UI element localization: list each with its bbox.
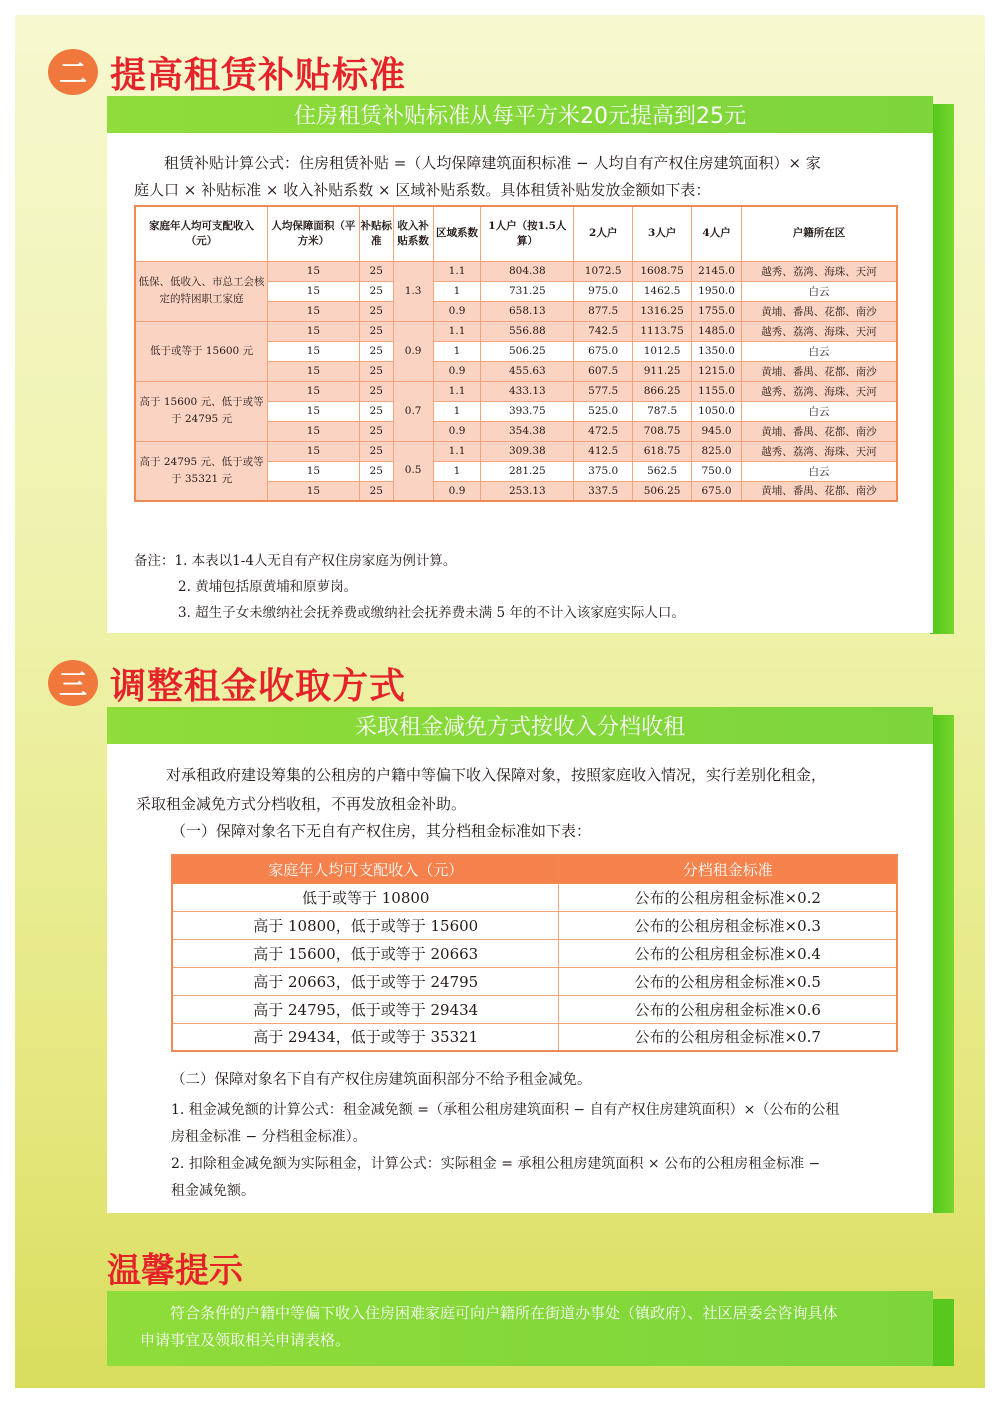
table-header-row — [172, 855, 897, 883]
section2-number-badge: 二 — [48, 49, 98, 95]
cell-2-person: 607.5 — [574, 361, 633, 381]
section3-intro-line2: 采取租金减免方式分档收租，不再发放租金补助。 — [136, 795, 467, 813]
cell-income-coef: 0.7 — [393, 381, 433, 441]
cell-area: 15 — [268, 321, 360, 341]
cell-4-person: 1350.0 — [692, 341, 742, 361]
note-1: 备注：1. 本表以1-4人无自有产权住房家庭为例计算。 — [134, 553, 457, 569]
header-income: 家庭年人均可支配收入（元） — [135, 206, 268, 261]
income-group-label: 低保、低收入、市总工会核定的特困职工家庭 — [135, 261, 268, 321]
cell-area: 15 — [268, 481, 360, 501]
cell-4-person: 945.0 — [692, 421, 742, 441]
cell-1-person: 556.88 — [481, 321, 574, 341]
cell-3-person: 866.25 — [633, 381, 692, 401]
cell-4-person: 1485.0 — [692, 321, 742, 341]
header-rent-standard: 分档租金标准 — [559, 855, 897, 883]
rent-tier-table — [171, 854, 898, 1052]
table-row — [135, 381, 897, 401]
header-3-person: 3人户 — [633, 206, 692, 261]
cell-standard: 25 — [359, 321, 393, 341]
cell-3-person: 911.25 — [633, 361, 692, 381]
table-row — [135, 261, 897, 281]
cell-2-person: 1072.5 — [574, 261, 633, 281]
cell-1-person: 393.75 — [481, 401, 574, 421]
tips-box-edge — [930, 1299, 954, 1366]
cell-income-range: 高于 10800，低于或等于 15600 — [172, 911, 559, 939]
cell-region-coef: 0.9 — [433, 301, 481, 321]
cell-standard: 25 — [359, 281, 393, 301]
cell-4-person: 750.0 — [692, 461, 742, 481]
cell-income-range: 高于 29434，低于或等于 35321 — [172, 1023, 559, 1051]
cell-3-person: 1316.25 — [633, 301, 692, 321]
note-3: 3. 超生子女未缴纳社会抚养费或缴纳社会抚养费未满 5 年的不计入该家庭实际人口。 — [178, 605, 685, 621]
income-group-label: 高于 15600 元、低于或等于 24795 元 — [135, 381, 268, 441]
table-row — [172, 939, 897, 967]
cell-district: 黄埔、番禺、花都、南沙 — [742, 361, 898, 381]
cell-area: 15 — [268, 401, 360, 421]
cell-standard: 25 — [359, 481, 393, 501]
cell-region-coef: 1.1 — [433, 261, 481, 281]
cell-standard: 25 — [359, 381, 393, 401]
cell-region-coef: 0.9 — [433, 421, 481, 441]
cell-region-coef: 0.9 — [433, 481, 481, 501]
rental-subsidy-table — [134, 205, 898, 502]
section3-intro-line1: 对承租政府建设筹集的公租房的户籍中等偏下收入保障对象，按照家庭收入情况，实行差别化租金， — [166, 766, 827, 784]
table-row — [172, 883, 897, 911]
cell-district: 黄埔、番禺、花都、南沙 — [742, 421, 898, 441]
income-group-label: 低于或等于 15600 元 — [135, 321, 268, 381]
cell-district: 越秀、荔湾、海珠、天河 — [742, 321, 898, 341]
cell-1-person: 281.25 — [481, 461, 574, 481]
cell-rent-standard: 公布的公租房租金标准×0.7 — [559, 1023, 897, 1051]
cell-standard: 25 — [359, 401, 393, 421]
formula-line2: 庭人口 × 补贴标准 × 收入补贴系数 × 区域补贴系数。具体租赁补贴发放金额如下表： — [134, 181, 711, 199]
cell-rent-standard: 公布的公租房租金标准×0.2 — [559, 883, 897, 911]
cell-area: 15 — [268, 301, 360, 321]
cell-region-coef: 1 — [433, 281, 481, 301]
cell-region-coef: 0.9 — [433, 361, 481, 381]
cell-2-person: 577.5 — [574, 381, 633, 401]
cell-area: 15 — [268, 441, 360, 461]
section3-heading — [48, 657, 406, 709]
cell-2-person: 472.5 — [574, 421, 633, 441]
cell-3-person: 1462.5 — [633, 281, 692, 301]
section2-notes — [134, 548, 685, 626]
cell-3-person: 562.5 — [633, 461, 692, 481]
cell-1-person: 433.13 — [481, 381, 574, 401]
cell-3-person: 1012.5 — [633, 341, 692, 361]
header-standard: 补贴标准 — [359, 206, 393, 261]
section3-title: 调整租金收取方式 — [110, 665, 407, 707]
cell-standard: 25 — [359, 441, 393, 461]
section2-card-edge — [930, 104, 954, 634]
cell-4-person: 825.0 — [692, 441, 742, 461]
cell-2-person: 525.0 — [574, 401, 633, 421]
cell-4-person: 2145.0 — [692, 261, 742, 281]
header-income: 家庭年人均可支配收入（元） — [172, 855, 559, 883]
tips-title: 温馨提示 — [107, 1251, 243, 1291]
cell-standard: 25 — [359, 421, 393, 441]
section2-formula-cont — [134, 177, 904, 204]
cell-income-coef: 0.5 — [393, 441, 433, 501]
cell-4-person: 1050.0 — [692, 401, 742, 421]
cell-income-coef: 1.3 — [393, 261, 433, 321]
header-region-coef: 区域系数 — [433, 206, 481, 261]
cell-2-person: 675.0 — [574, 341, 633, 361]
cell-area: 15 — [268, 341, 360, 361]
cell-4-person: 675.0 — [692, 481, 742, 501]
cell-rent-standard: 公布的公租房租金标准×0.5 — [559, 967, 897, 995]
header-area: 人均保障面积（平方米） — [268, 206, 360, 261]
cell-1-person: 658.13 — [481, 301, 574, 321]
cell-district: 白云 — [742, 461, 898, 481]
cell-2-person: 742.5 — [574, 321, 633, 341]
cell-district: 越秀、荔湾、海珠、天河 — [742, 441, 898, 461]
cell-standard: 25 — [359, 361, 393, 381]
section3-item1-line2: 房租金标准 − 分档租金标准）。 — [171, 1129, 367, 1145]
cell-district: 越秀、荔湾、海珠、天河 — [742, 261, 898, 281]
section3-number-badge: 三 — [48, 660, 98, 706]
section3-item2-line1: 2. 扣除租金减免额为实际租金，计算公式：实际租金 = 承租公租房建筑面积 × 公布的公租房租金标准 − — [171, 1156, 821, 1172]
section3-item1-line1: 1. 租金减免额的计算公式：租金减免额 =（承租公租房建筑面积 − 自有产权住房建筑面积）×（公布的公租 — [171, 1102, 840, 1118]
cell-region-coef: 1.1 — [433, 441, 481, 461]
cell-income-coef: 0.9 — [393, 321, 433, 381]
cell-3-person: 708.75 — [633, 421, 692, 441]
cell-4-person: 1155.0 — [692, 381, 742, 401]
header-2-person: 2人户 — [574, 206, 633, 261]
cell-income-range: 高于 15600，低于或等于 20663 — [172, 939, 559, 967]
note-2: 2. 黄埔包括原黄埔和原萝岗。 — [178, 579, 358, 595]
section3-banner: 采取租金减免方式按收入分档收租 — [107, 707, 933, 744]
cell-district: 越秀、荔湾、海珠、天河 — [742, 381, 898, 401]
table-header-row — [135, 206, 897, 261]
table-row — [172, 911, 897, 939]
cell-standard: 25 — [359, 461, 393, 481]
table-row — [135, 441, 897, 461]
cell-4-person: 1215.0 — [692, 361, 742, 381]
cell-district: 黄埔、番禺、花都、南沙 — [742, 301, 898, 321]
cell-area: 15 — [268, 261, 360, 281]
cell-2-person: 412.5 — [574, 441, 633, 461]
cell-income-range: 低于或等于 10800 — [172, 883, 559, 911]
tips-box — [107, 1291, 933, 1366]
cell-1-person: 354.38 — [481, 421, 574, 441]
formula-line1: 租赁补贴计算公式：住房租赁补贴 =（人均保障建筑面积标准 − 人均自有产权住房建筑面积）× 家 — [164, 154, 821, 172]
cell-income-range: 高于 24795，低于或等于 29434 — [172, 995, 559, 1023]
cell-district: 黄埔、番禺、花都、南沙 — [742, 481, 898, 501]
cell-1-person: 731.25 — [481, 281, 574, 301]
cell-1-person: 309.38 — [481, 441, 574, 461]
cell-1-person: 253.13 — [481, 481, 574, 501]
income-group-label: 高于 24795 元、低于或等于 35321 元 — [135, 441, 268, 501]
cell-area: 15 — [268, 381, 360, 401]
section3-sub1: （一）保障对象名下无自有产权住房，其分档租金标准如下表： — [171, 822, 592, 840]
section2-formula — [134, 150, 904, 177]
cell-area: 15 — [268, 281, 360, 301]
table-row — [172, 1023, 897, 1051]
cell-2-person: 877.5 — [574, 301, 633, 321]
header-district: 户籍所在区 — [742, 206, 898, 261]
cell-4-person: 1755.0 — [692, 301, 742, 321]
table-row — [135, 321, 897, 341]
cell-rent-standard: 公布的公租房租金标准×0.6 — [559, 995, 897, 1023]
cell-standard: 25 — [359, 341, 393, 361]
cell-4-person: 1950.0 — [692, 281, 742, 301]
cell-standard: 25 — [359, 261, 393, 281]
section2-title: 提高租赁补贴标准 — [110, 54, 407, 96]
cell-2-person: 375.0 — [574, 461, 633, 481]
section3-sub2: （二）保障对象名下自有产权住房建筑面积部分不给予租金减免。 — [171, 1072, 592, 1088]
cell-district: 白云 — [742, 341, 898, 361]
tips-line2: 申请事宜及领取相关申请表格。 — [140, 1331, 351, 1349]
cell-district: 白云 — [742, 281, 898, 301]
cell-standard: 25 — [359, 301, 393, 321]
table-row — [172, 995, 897, 1023]
section2-heading — [48, 46, 406, 98]
header-income-coef: 收入补贴系数 — [393, 206, 433, 261]
header-1-person: 1人户（按1.5人算） — [481, 206, 574, 261]
cell-area: 15 — [268, 461, 360, 481]
cell-2-person: 975.0 — [574, 281, 633, 301]
cell-3-person: 787.5 — [633, 401, 692, 421]
cell-rent-standard: 公布的公租房租金标准×0.3 — [559, 911, 897, 939]
cell-rent-standard: 公布的公租房租金标准×0.4 — [559, 939, 897, 967]
section3-item2-line2: 租金减免额。 — [171, 1183, 255, 1199]
table-row — [172, 967, 897, 995]
cell-region-coef: 1.1 — [433, 381, 481, 401]
section3-card-edge — [930, 715, 954, 1213]
section2-banner: 住房租赁补贴标准从每平方米20元提高到25元 — [107, 96, 933, 133]
cell-area: 15 — [268, 421, 360, 441]
tips-line1: 符合条件的户籍中等偏下收入住房困难家庭可向户籍所在街道办事处（镇政府）、社区居委会咨询具体 — [170, 1304, 838, 1322]
cell-3-person: 1113.75 — [633, 321, 692, 341]
cell-income-range: 高于 20663，低于或等于 24795 — [172, 967, 559, 995]
cell-1-person: 455.63 — [481, 361, 574, 381]
cell-1-person: 506.25 — [481, 341, 574, 361]
cell-3-person: 506.25 — [633, 481, 692, 501]
cell-district: 白云 — [742, 401, 898, 421]
cell-1-person: 804.38 — [481, 261, 574, 281]
cell-area: 15 — [268, 361, 360, 381]
cell-region-coef: 1 — [433, 401, 481, 421]
cell-region-coef: 1 — [433, 341, 481, 361]
header-4-person: 4人户 — [692, 206, 742, 261]
cell-3-person: 618.75 — [633, 441, 692, 461]
cell-2-person: 337.5 — [574, 481, 633, 501]
cell-region-coef: 1.1 — [433, 321, 481, 341]
cell-3-person: 1608.75 — [633, 261, 692, 281]
cell-region-coef: 1 — [433, 461, 481, 481]
